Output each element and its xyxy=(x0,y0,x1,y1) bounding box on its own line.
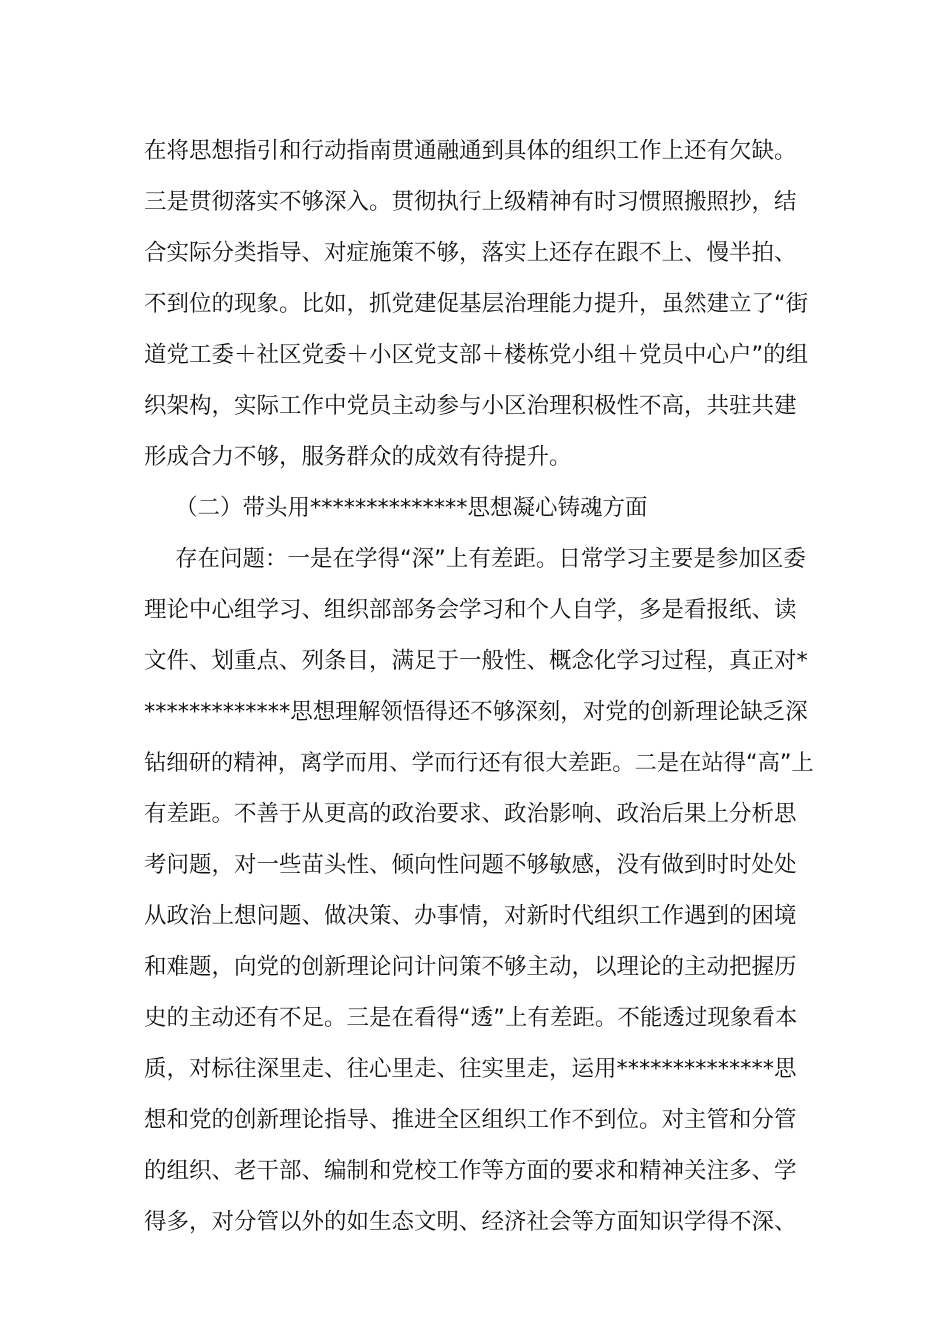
text-line: 质，对标往深里走、往心里走、往实里走，运用**************思 xyxy=(144,1056,797,1082)
text-line: 得多，对分管以外的如生态文明、经济社会等方面知识学得不深、 xyxy=(144,1209,797,1235)
text-line: 从政治上想问题、做决策、办事情，对新时代组织工作遇到的困境 xyxy=(144,903,797,929)
text-line: 和难题，向党的创新理论问计问策不够主动，以理论的主动把握历 xyxy=(144,954,797,980)
text-line: 在将思想指引和行动指南贯通融通到具体的组织工作上还有欠缺。 xyxy=(144,138,797,164)
section-heading: （二）带头用**************思想凝心铸魂方面 xyxy=(175,495,648,521)
text-line: 想和党的创新理论指导、推进全区组织工作不到位。对主管和分管 xyxy=(144,1107,797,1133)
text-line: 不到位的现象。比如，抓党建促基层治理能力提升，虽然建立了“街 xyxy=(144,291,809,317)
body-text xyxy=(144,126,814,1248)
text-line: 存在问题：一是在学得“深”上有差距。日常学习主要是参加区委 xyxy=(175,546,806,572)
text-line: 考问题，对一些苗头性、倾向性问题不够敏感，没有做到时时处处 xyxy=(144,852,797,878)
text-line: 有差距。不善于从更高的政治要求、政治影响、政治后果上分析思 xyxy=(144,801,797,827)
text-line: 史的主动还有不足。三是在看得“透”上有差距。不能透过现象看本 xyxy=(144,1005,798,1031)
text-line: 理论中心组学习、组织部部务会学习和个人自学，多是看报纸、读 xyxy=(144,597,797,623)
text-line: 钻细研的精神，离学而用、学而行还有很大差距。二是在站得“高”上 xyxy=(144,750,814,776)
text-line: 三是贯彻落实不够深入。贯彻执行上级精神有时习惯照搬照抄，结 xyxy=(144,189,797,215)
text-line: *************思想理解领悟得还不够深刻，对党的创新理论缺乏深 xyxy=(144,699,808,725)
text-line: 合实际分类指导、对症施策不够，落实上还存在跟不上、慢半拍、 xyxy=(144,240,797,266)
text-line: 的组织、老干部、编制和党校工作等方面的要求和精神关注多、学 xyxy=(144,1158,797,1184)
text-line: 织架构，实际工作中党员主动参与小区治理积极性不高，共驻共建 xyxy=(144,393,797,419)
text-line: 文件、划重点、列条目，满足于一般性、概念化学习过程，真正对* xyxy=(144,648,808,674)
text-line: 形成合力不够，服务群众的成效有待提升。 xyxy=(144,444,572,470)
text-line: 道党工委＋社区党委＋小区党支部＋楼栋党小组＋党员中心户”的组 xyxy=(144,342,809,368)
